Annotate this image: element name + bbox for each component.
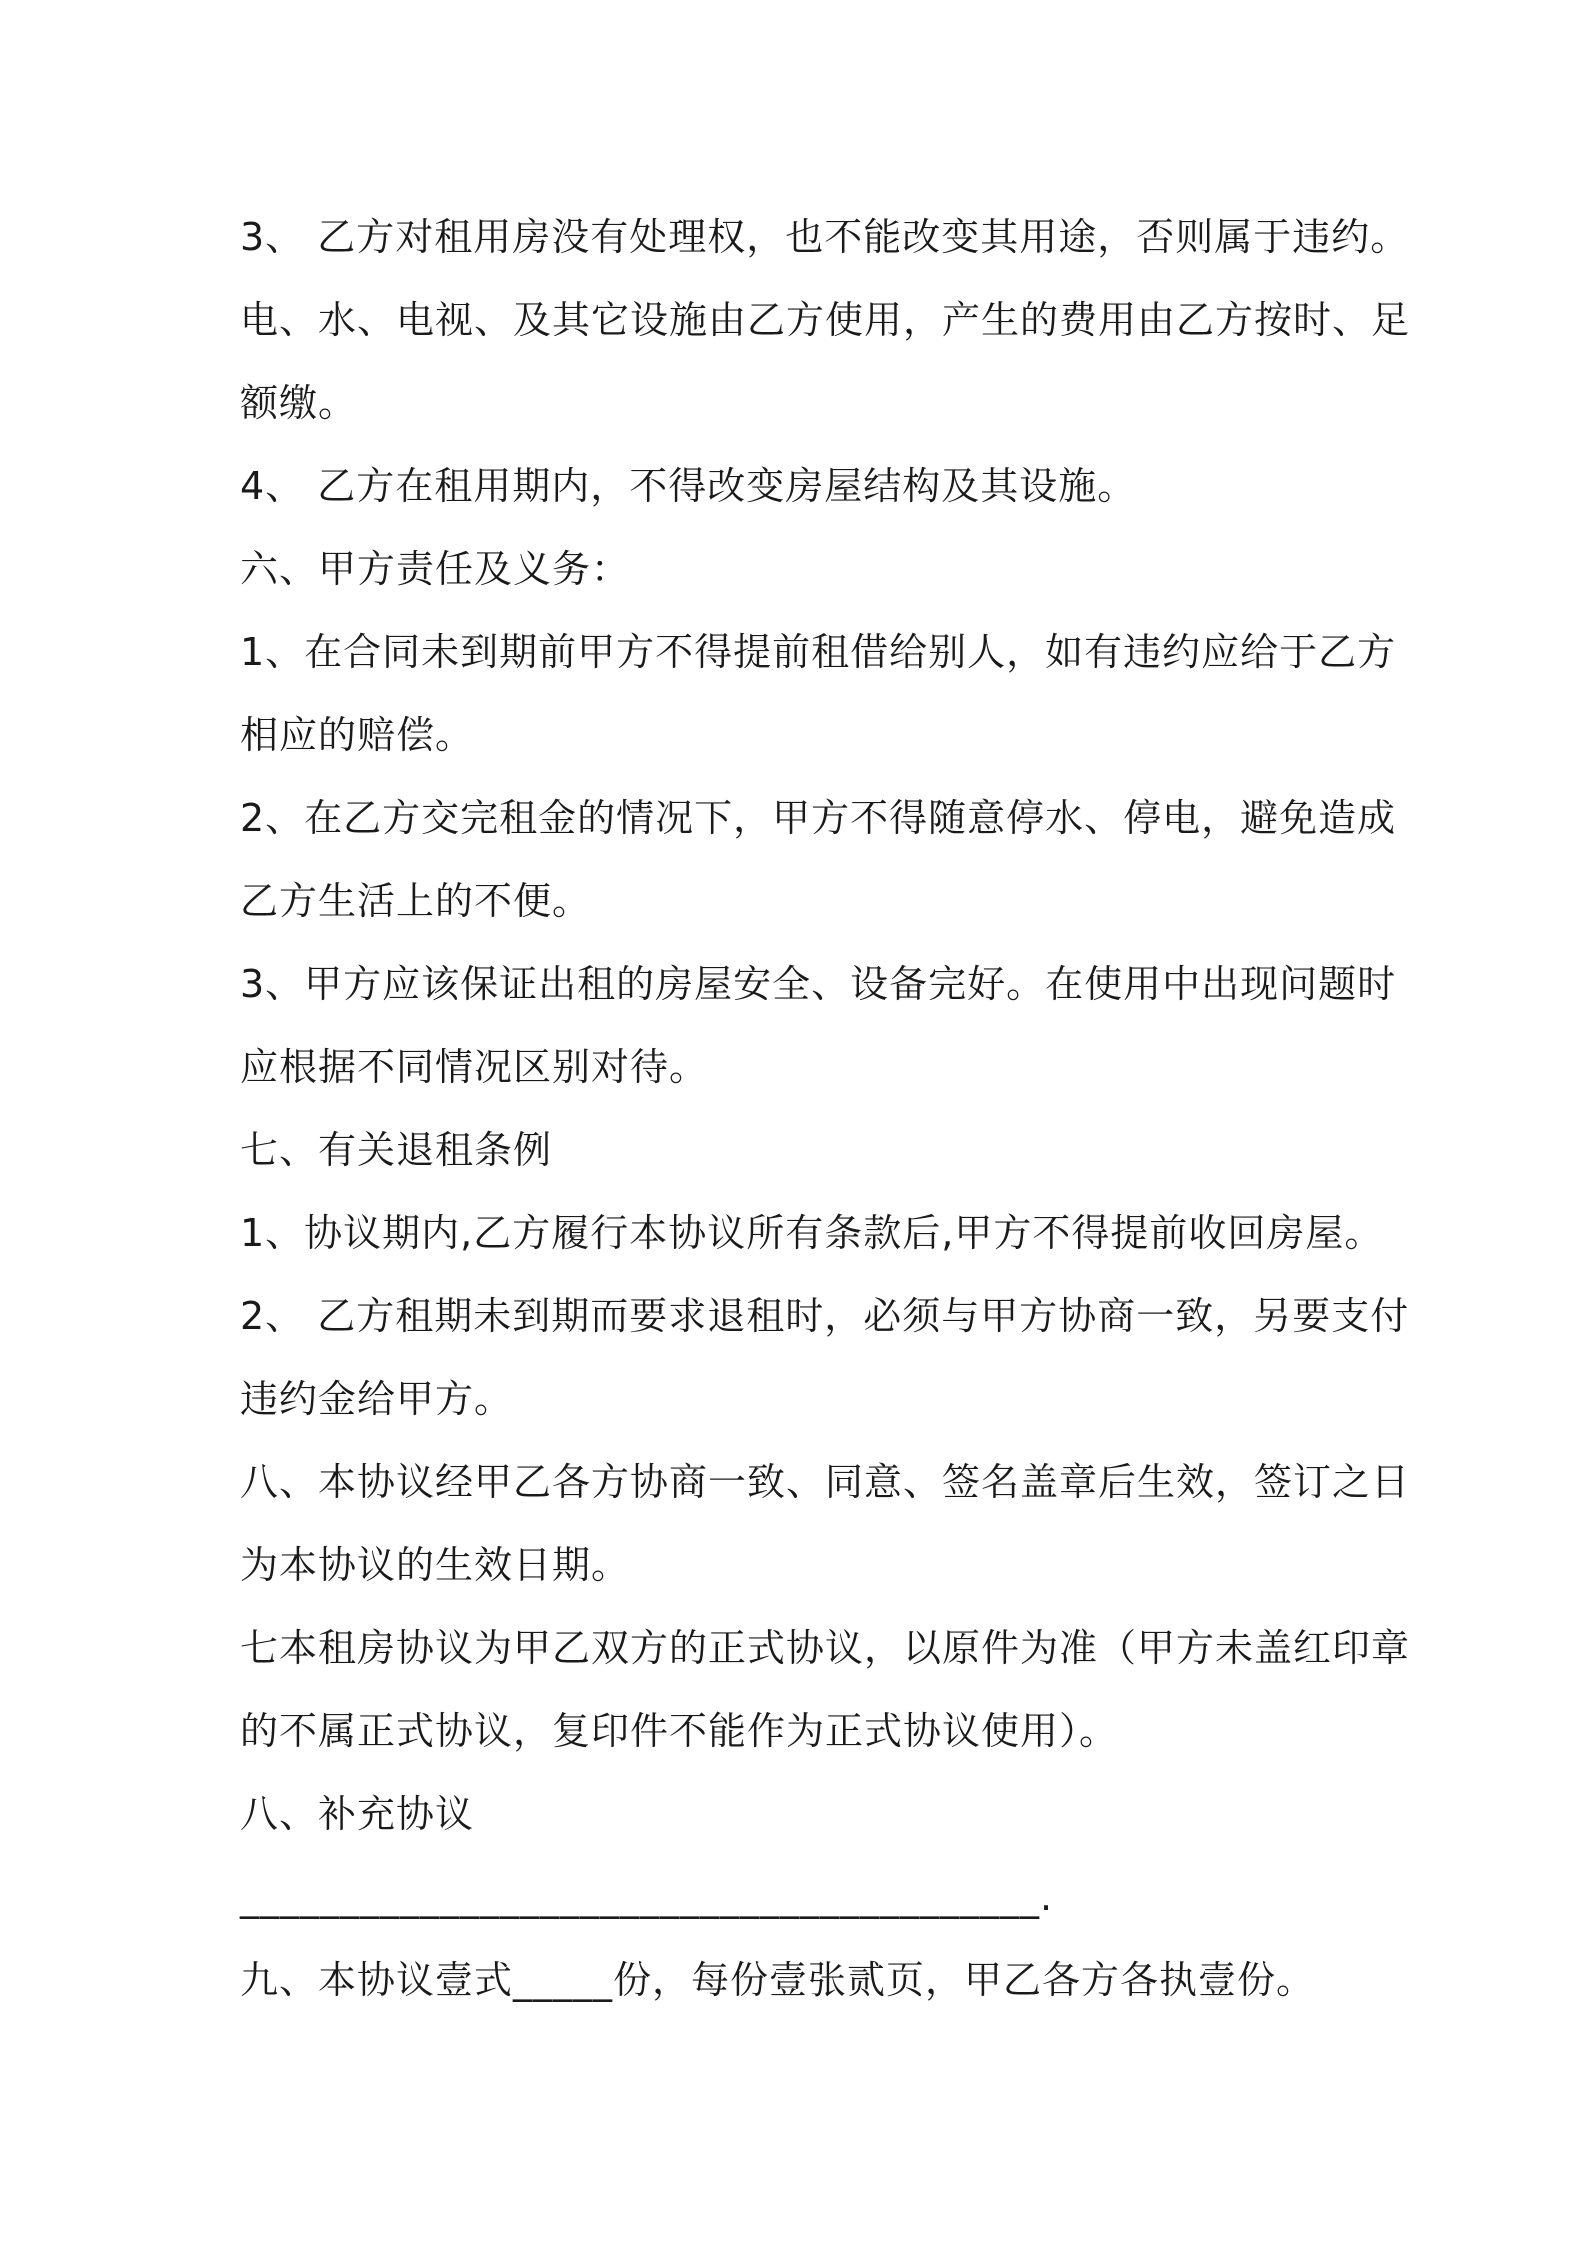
text-line: 1、在合同未到期前甲方不得提前租借给别人，如有违约应给于乙方 [240,630,1397,674]
text-line: 3、 乙方对租用房没有处理权，也不能改变其用途，否则属于违约。 [240,215,1410,259]
section-heading: 八、补充协议 [240,1792,475,1836]
section-heading: 六、甲方责任及义务： [240,547,631,591]
text-line: 九、本协议壹式_____份，每份壹张贰页，甲乙各方各执壹份。 [240,1958,1316,2002]
text-line: 相应的赔偿。 [240,713,475,757]
text-line: 2、 乙方租期未到期而要求退租时，必须与甲方协商一致，另要支付 [240,1294,1410,1338]
text-line: 额缴。 [240,381,358,425]
blank-fill-line: ________________________________________. [240,1875,1054,1919]
text-line: 违约金给甲方。 [240,1377,514,1421]
text-line: 1、协议期内,乙方履行本协议所有条款后,甲方不得提前收回房屋。 [240,1211,1384,1255]
text-line: 应根据不同情况区别对待。 [240,1045,709,1089]
text-line: 七本租房协议为甲乙双方的正式协议，以原件为准（甲方未盖红印章 [240,1626,1411,1670]
text-line: 乙方生活上的不便。 [240,879,592,923]
text-line: 的不属正式协议，复印件不能作为正式协议使用）。 [240,1709,1119,1753]
section-heading: 七、有关退租条例 [240,1128,553,1172]
text-line: 电、水、电视、及其它设施由乙方使用，产生的费用由乙方按时、足 [240,298,1411,342]
document-body [240,196,1411,2022]
text-line: 4、 乙方在租用期内，不得改变房屋结构及其设施。 [240,464,1137,508]
text-line: 3、甲方应该保证出租的房屋安全、设备完好。在使用中出现问题时 [240,962,1397,1006]
text-line: 八、本协议经甲乙各方协商一致、同意、签名盖章后生效，签订之日 [240,1460,1411,1504]
text-line: 2、在乙方交完租金的情况下，甲方不得随意停水、停电，避免造成 [240,796,1397,840]
text-line: 为本协议的生效日期。 [240,1543,631,1587]
